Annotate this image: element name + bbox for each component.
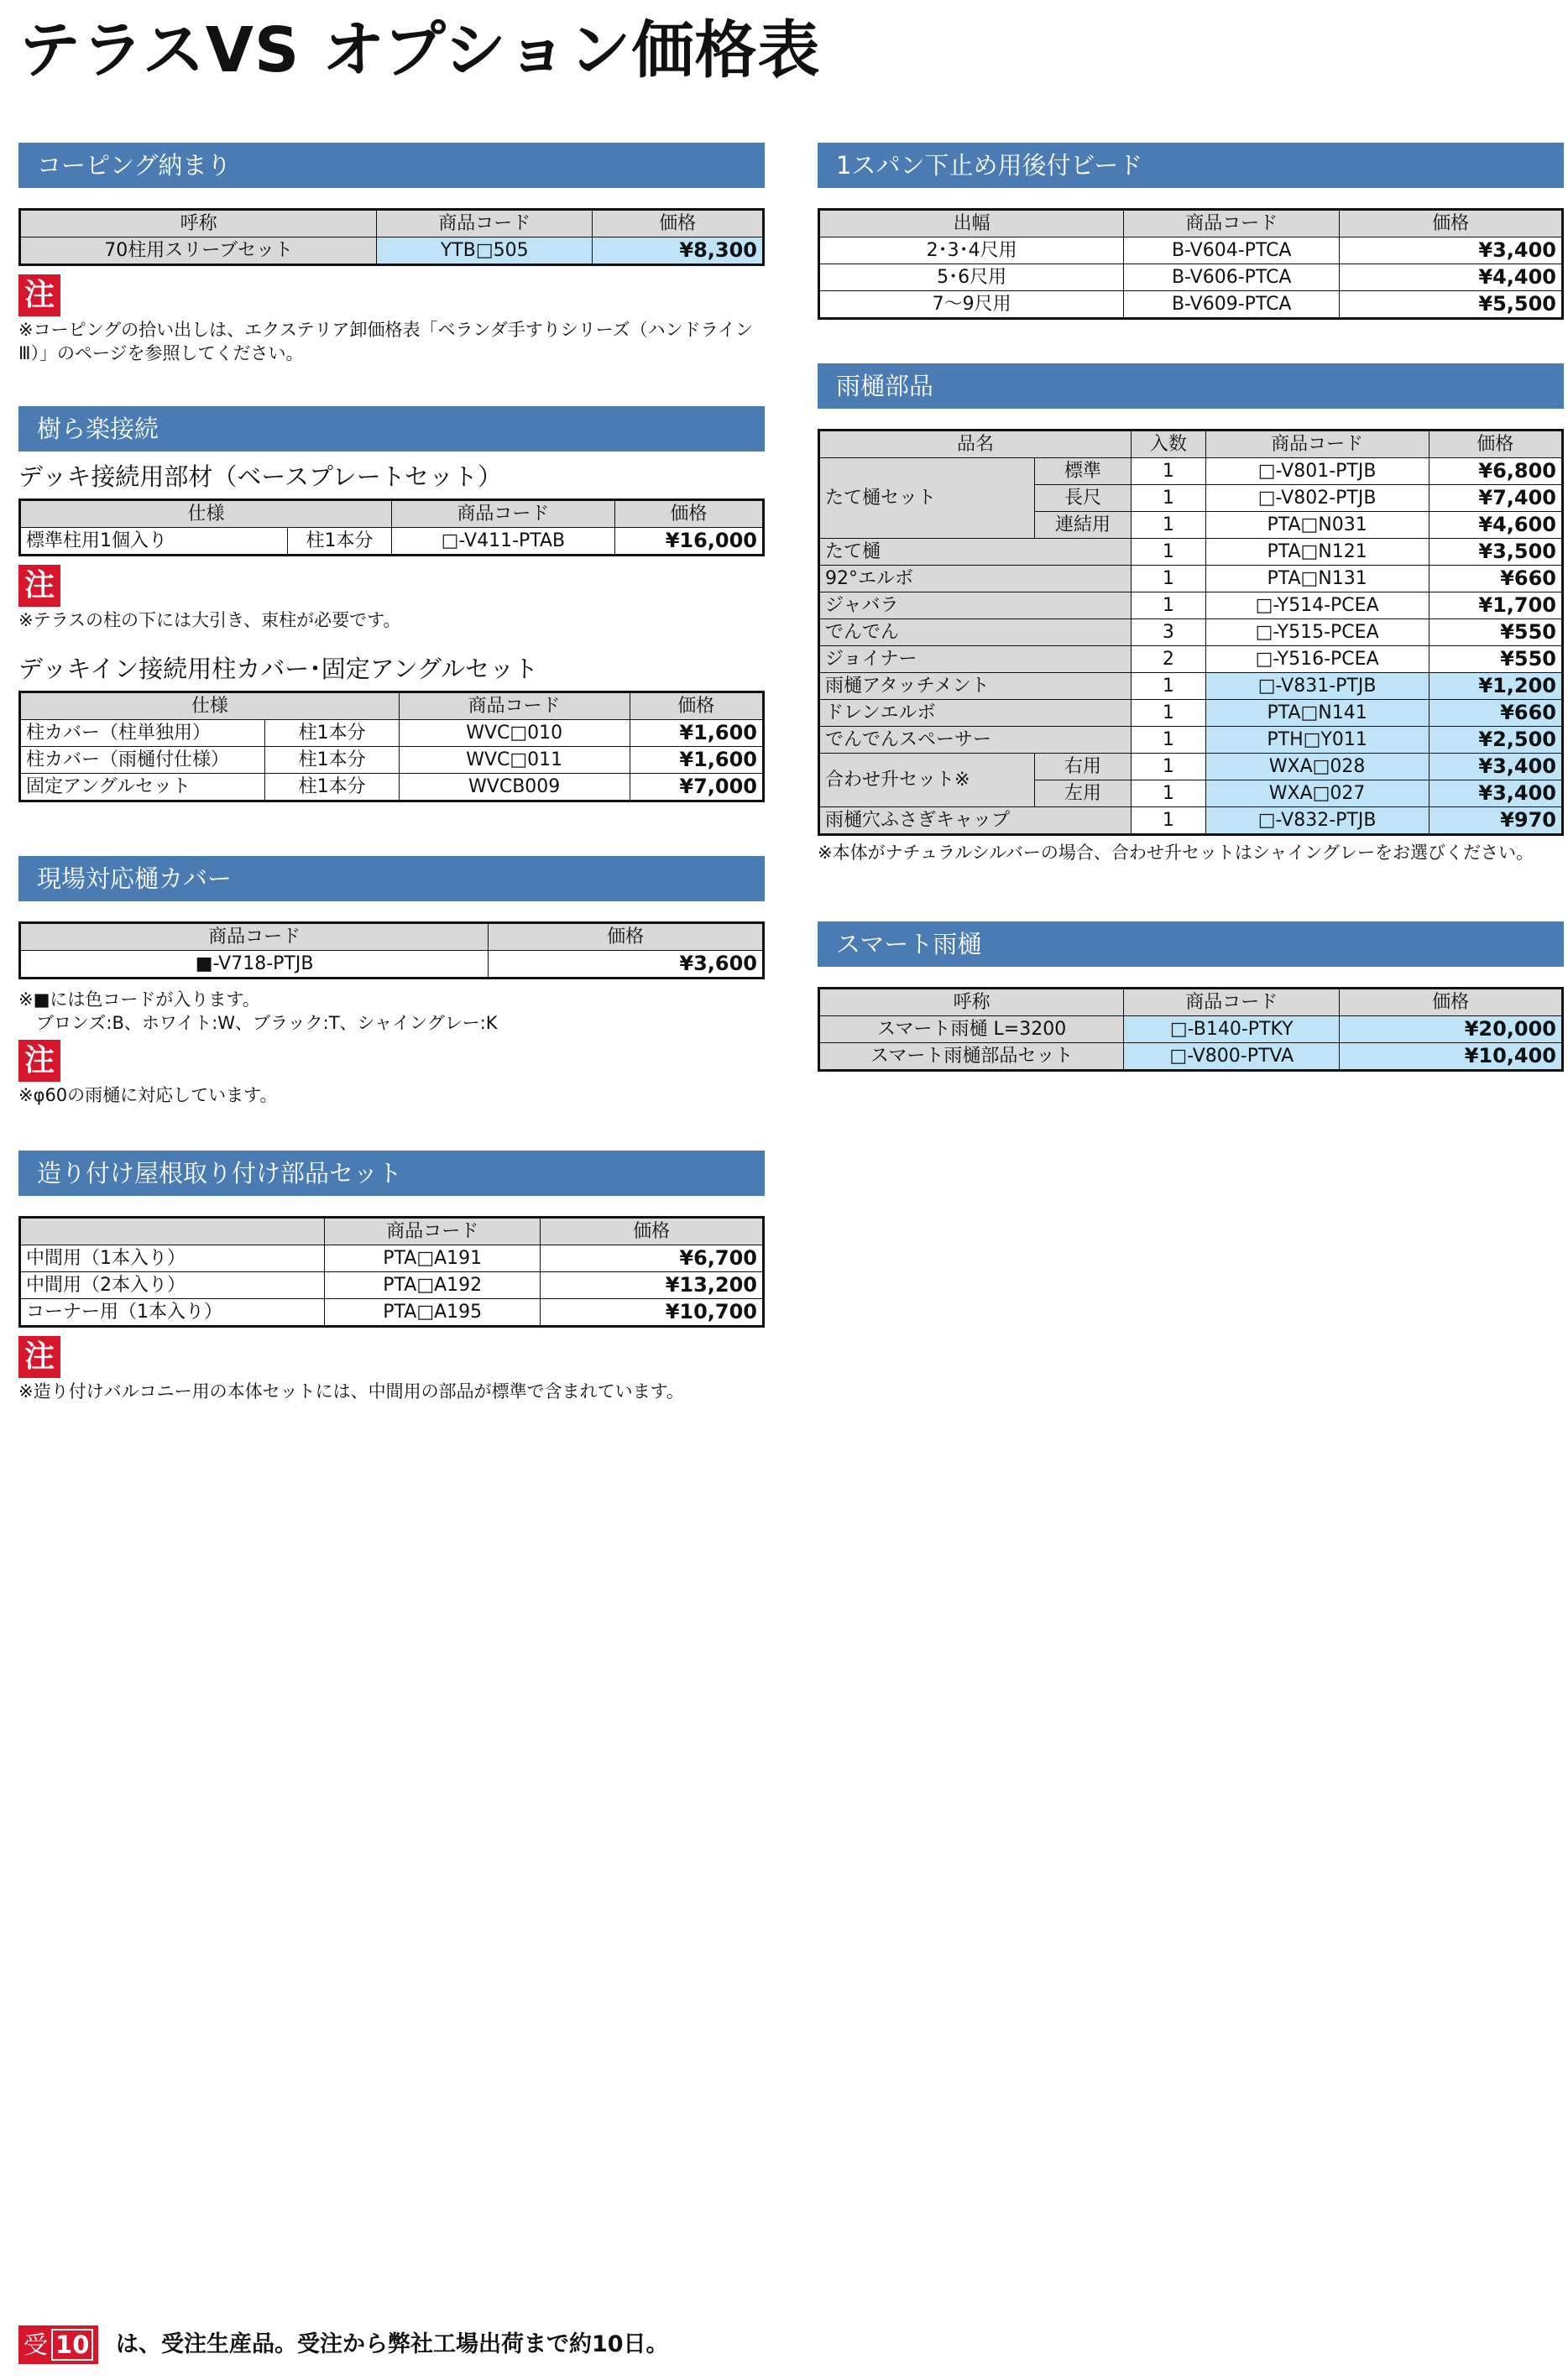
note-text: ※テラスの柱の下には大引き、束柱が必要です。 [18,610,401,630]
section-header: 造り付け屋根取り付け部品セット [18,1151,765,1196]
cell-name: 中間用（1本入り） [20,1245,325,1272]
col-header: 価格 [1340,989,1563,1016]
cell-price: ¥10,700 [541,1299,764,1327]
cell-name: ジョイナー [819,646,1132,673]
cell-code: □-Y514-PCEA [1205,592,1429,619]
badge-label: 受 [24,2330,49,2359]
table-row [819,727,1563,754]
note-mark: 注 [18,565,60,607]
note-mark: 注 [18,1336,60,1378]
cell-qty: 1 [1132,566,1206,592]
cell-qty: 柱1本分 [265,720,399,747]
page-title: テラスVS オプション価格表 [18,14,821,86]
cell-name: 雨樋アタッチメント [819,673,1132,700]
cell-qty: 柱1本分 [287,528,391,556]
section-header: コーピング納まり [18,143,765,188]
cell-code: □-V832-PTJB [1205,807,1429,835]
table-row [819,673,1563,700]
table-row [20,1272,764,1299]
cell-qty: 3 [1132,619,1206,646]
section-zoritsuke [18,1151,765,1403]
note-text: ※造り付けバルコニー用の本体セットには、中間用の部品が標準で含まれています。 [18,1381,684,1401]
cell-name: 70柱用スリーブセット [20,237,377,265]
cell-qty: 1 [1132,673,1206,700]
table-row [819,237,1563,264]
cell-code: WVC□011 [399,747,630,774]
cell-price: ¥13,200 [541,1272,764,1299]
cell-code: □-V801-PTJB [1205,458,1429,485]
col-header: 商品コード [1124,989,1340,1016]
section-juraku [18,406,765,802]
section-coping [18,143,765,365]
cell-price: ¥1,600 [630,747,764,774]
cell-price: ¥16,000 [614,528,763,556]
cell-price: ¥3,400 [1429,754,1563,780]
cell-name: ジャバラ [819,592,1132,619]
cell-name: 柱カバー（柱単独用） [20,720,265,747]
note-text: ※φ60の雨樋に対応しています。 [18,1085,278,1105]
table-row [819,700,1563,727]
table-row [20,1299,764,1327]
section-bead [818,143,1564,320]
col-header: 商品コード [325,1218,541,1245]
col-header: 価格 [630,692,764,720]
section-header: 樹ら楽接続 [18,406,765,451]
cell-name: 雨樋穴ふさぎキャップ [819,807,1132,835]
cell-name: 固定アングルセット [20,774,265,801]
amadoi-table [818,429,1564,836]
cell-qty: 1 [1132,780,1206,807]
cell-qty: 1 [1132,754,1206,780]
cell-price: ¥1,700 [1429,592,1563,619]
col-header: 価格 [541,1218,764,1245]
table-row [819,458,1563,485]
cell-price: ¥2,500 [1429,727,1563,754]
cell-name: 7～9尺用 [819,291,1124,319]
cell-code: PTA□A192 [325,1272,541,1299]
bead-table [818,208,1564,320]
cell-price: ¥550 [1429,646,1563,673]
cell-name: ドレンエルボ [819,700,1132,727]
cell-variant: 長尺 [1034,485,1131,512]
table-row [20,951,764,979]
table-row [20,720,764,747]
note-mark: 注 [18,274,60,316]
post-cover-table [18,691,765,802]
cell-code: □-B140-PTKY [1124,1016,1340,1043]
cell-code: PTH□Y011 [1205,727,1429,754]
cell-code: □-V800-PTVA [1124,1043,1340,1071]
col-header: 商品コード [1124,210,1340,237]
col-header: 商品コード [377,210,593,237]
cell-price: ¥5,500 [1340,291,1563,319]
footer-text: は、受注生産品。受注から弊社工場出荷まで約10日。 [115,2330,669,2357]
note-text: ※本体がナチュラルシルバーの場合、合わせ升セットはシャイングレーをお選びください。 [818,843,1534,863]
table-row [819,566,1563,592]
col-header: 価格 [1340,210,1563,237]
table-row [20,747,764,774]
cell-price: ¥4,400 [1340,264,1563,291]
col-header: 価格 [1429,431,1563,458]
col-header: 出幅 [819,210,1124,237]
genba-table [18,921,765,979]
col-header: 価格 [614,500,763,528]
cell-qty: 2 [1132,646,1206,673]
subheading: デッキイン接続用柱カバー･固定アングルセット [18,655,539,683]
table-row [819,646,1563,673]
section-smart [818,921,1564,1072]
col-header [20,1218,325,1245]
cell-price: ¥6,800 [1429,458,1563,485]
cell-code: □-V831-PTJB [1205,673,1429,700]
cell-price: ¥1,200 [1429,673,1563,700]
cell-price: ¥550 [1429,619,1563,646]
cell-qty: 1 [1132,700,1206,727]
col-header: 商品コード [399,692,630,720]
cell-qty: 1 [1132,539,1206,566]
smart-table [818,987,1564,1072]
section-header: 現場対応樋カバー [18,856,765,901]
cell-code: WVC□010 [399,720,630,747]
cell-variant: 左用 [1034,780,1131,807]
table-row [20,237,764,265]
cell-name: 中間用（2本入り） [20,1272,325,1299]
cell-code: YTB□505 [377,237,593,265]
table-row [819,264,1563,291]
cell-code: □-Y516-PCEA [1205,646,1429,673]
cell-qty: 1 [1132,727,1206,754]
cell-price: ¥660 [1429,700,1563,727]
table-row [819,1016,1563,1043]
section-header: 雨樋部品 [818,363,1564,409]
cell-name: 92°エルボ [819,566,1132,592]
cell-price: ¥8,300 [593,237,764,265]
table-row [819,754,1563,780]
cell-code: WVCB009 [399,774,630,801]
table-row [819,539,1563,566]
cell-code: B-V609-PTCA [1124,291,1340,319]
table-row [819,1043,1563,1071]
cell-qty: 1 [1132,592,1206,619]
cell-qty: 1 [1132,458,1206,485]
cell-name: スマート雨樋 L=3200 [819,1016,1124,1043]
col-header: 呼称 [20,210,377,237]
cell-code: WXA□028 [1205,754,1429,780]
section-header: 1スパン下止め用後付ビード [818,143,1564,188]
col-header: 仕様 [20,692,400,720]
cell-price: ¥7,400 [1429,485,1563,512]
section-genba [18,856,765,1107]
cell-name: スマート雨樋部品セット [819,1043,1124,1071]
cell-price: ¥3,400 [1340,237,1563,264]
cell-name: 5･6尺用 [819,264,1124,291]
cell-qty: 1 [1132,807,1206,835]
footer [18,2325,669,2364]
table-row [20,774,764,801]
cell-code: B-V606-PTCA [1124,264,1340,291]
cell-price: ¥660 [1429,566,1563,592]
cell-name: でんでんスペーサー [819,727,1132,754]
cell-code: PTA□N131 [1205,566,1429,592]
cell-price: ¥3,500 [1429,539,1563,566]
table-row [819,592,1563,619]
cell-code: B-V604-PTCA [1124,237,1340,264]
cell-code: □-Y515-PCEA [1205,619,1429,646]
cell-price: ¥3,400 [1429,780,1563,807]
section-header: スマート雨樋 [818,921,1564,967]
cell-name: 2･3･4尺用 [819,237,1124,264]
cell-name: 柱カバー（雨樋付仕様） [20,747,265,774]
subheading: デッキ接続用部材（ベースプレートセット） [18,462,502,491]
cell-variant: 右用 [1034,754,1131,780]
cell-code: PTA□A195 [325,1299,541,1327]
cell-price: ¥7,000 [630,774,764,801]
section-amadoi [818,363,1564,864]
cell-price: ¥970 [1429,807,1563,835]
col-header: 品名 [819,431,1132,458]
cell-name: たて樋 [819,539,1132,566]
coping-table [18,208,765,266]
cell-code: PTA□N031 [1205,512,1429,539]
cell-qty: 柱1本分 [265,747,399,774]
group-name: たて樋セット [819,458,1035,539]
table-row [20,528,764,556]
cell-qty: 1 [1132,485,1206,512]
col-header: 仕様 [20,500,392,528]
cell-code: WXA□027 [1205,780,1429,807]
table-row [819,807,1563,835]
cell-price: ¥20,000 [1340,1016,1563,1043]
col-header: 商品コード [20,923,489,951]
cell-variant: 標準 [1034,458,1131,485]
col-header: 商品コード [1205,431,1429,458]
table-row [819,619,1563,646]
cell-qty: 柱1本分 [265,774,399,801]
badge-number: 10 [51,2329,93,2361]
cell-code: PTA□A191 [325,1245,541,1272]
cell-variant: 連結用 [1034,512,1131,539]
cell-qty: 1 [1132,512,1206,539]
group-name: 合わせ升セット※ [819,754,1035,807]
cell-price: ¥4,600 [1429,512,1563,539]
note-mark: 注 [18,1040,60,1082]
cell-code: ■-V718-PTJB [20,951,489,979]
col-header: 価格 [593,210,764,237]
col-header: 価格 [489,923,764,951]
cell-name: コーナー用（1本入り） [20,1299,325,1327]
col-header: 商品コード [391,500,614,528]
cell-name: 標準柱用1個入り [20,528,288,556]
zoritsuke-table [18,1216,765,1328]
cell-price: ¥6,700 [541,1245,764,1272]
cell-price: ¥3,600 [489,951,764,979]
note-text: ※コーピングの拾い出しは、エクステリア卸価格表「ベランダ手すりシリーズ（ハンドライン Ⅲ）」のページを参照してください。 [18,320,754,363]
cell-code: □-V802-PTJB [1205,485,1429,512]
color-code-note: ※■には色コードが入ります。 ブロンズ:B、ホワイト:W、ブラック:T、シャイングレー:K [18,989,498,1033]
cell-code: □-V411-PTAB [391,528,614,556]
base-plate-table [18,498,765,556]
cell-price: ¥1,600 [630,720,764,747]
col-header: 呼称 [819,989,1124,1016]
cell-price: ¥10,400 [1340,1043,1563,1071]
table-row [20,1245,764,1272]
cell-code: PTA□N121 [1205,539,1429,566]
table-row [819,291,1563,319]
cell-name: でんでん [819,619,1132,646]
made-to-order-badge [18,2325,98,2364]
cell-code: PTA□N141 [1205,700,1429,727]
col-header: 入数 [1132,431,1206,458]
